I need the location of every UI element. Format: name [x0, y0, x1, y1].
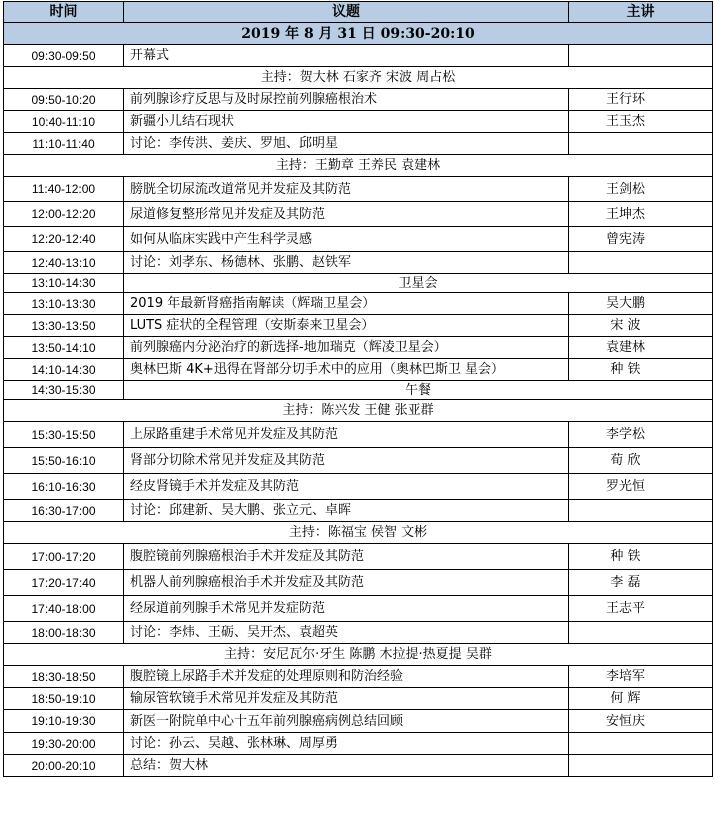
agenda-row	[4, 359, 713, 381]
agenda-row	[4, 177, 713, 202]
date-banner: 2019 年 8 月 31 日 09:30-20:10	[4, 23, 713, 45]
agenda-row	[4, 337, 713, 359]
speaker	[569, 45, 713, 67]
topic: 膀胱全切尿流改道常见并发症及其防范	[124, 177, 569, 202]
topic: 机器人前列腺癌根治手术并发症及其防范	[124, 570, 569, 596]
topic: 奥林巴斯 4K+迅得在肾部分切手术中的应用（奥林巴斯卫 星会）	[124, 359, 569, 381]
session-host-row	[4, 155, 713, 177]
topic: 新医一附院单中心十五年前列腺癌病例总结回顾	[124, 710, 569, 733]
topic: 腹腔镜上尿路手术并发症的处理原则和防治经验	[124, 666, 569, 688]
topic: 讨论：李炜、王砺、吴开杰、袁超英	[124, 622, 569, 644]
agenda-row	[4, 710, 713, 733]
time-slot: 12:20-12:40	[4, 227, 124, 252]
speaker: 何 辉	[569, 688, 713, 710]
speaker	[569, 500, 713, 522]
time-slot: 18:00-18:30	[4, 622, 124, 644]
break-row	[4, 381, 713, 400]
break-row	[4, 274, 713, 293]
topic: 尿道修复整形常见并发症及其防范	[124, 202, 569, 227]
session-host: 主持：陈福宝 侯智 文彬	[4, 522, 713, 544]
topic: 肾部分切除术常见并发症及其防范	[124, 448, 569, 474]
topic: 讨论：李传洪、姜庆、罗旭、邱明星	[124, 133, 569, 155]
agenda-row	[4, 293, 713, 315]
agenda-row	[4, 133, 713, 155]
agenda-row	[4, 666, 713, 688]
speaker: 罗光恒	[569, 474, 713, 500]
agenda-row	[4, 252, 713, 274]
speaker: 王坤杰	[569, 202, 713, 227]
time-slot: 13:10-14:30	[4, 274, 124, 293]
agenda-row	[4, 622, 713, 644]
session-host-row	[4, 522, 713, 544]
speaker: 种 铁	[569, 359, 713, 381]
time-slot: 17:00-17:20	[4, 544, 124, 570]
date-banner-row	[4, 23, 713, 45]
session-host-row	[4, 400, 713, 422]
speaker: 王行环	[569, 89, 713, 111]
agenda-row	[4, 570, 713, 596]
session-host: 主持：贺大林 石家齐 宋波 周占松	[4, 67, 713, 89]
time-slot: 11:40-12:00	[4, 177, 124, 202]
topic: LUTS 症状的全程管理（安斯泰来卫星会）	[124, 315, 569, 337]
time-slot: 18:30-18:50	[4, 666, 124, 688]
topic: 上尿路重建手术常见并发症及其防范	[124, 422, 569, 448]
time-slot: 14:30-15:30	[4, 381, 124, 400]
agenda-row	[4, 544, 713, 570]
agenda-row	[4, 315, 713, 337]
header-topic: 议题	[124, 2, 569, 23]
topic: 前列腺癌内分泌治疗的新选择-地加瑞克（辉凌卫星会）	[124, 337, 569, 359]
speaker	[569, 133, 713, 155]
speaker	[569, 755, 713, 777]
agenda-row	[4, 45, 713, 67]
agenda-row	[4, 422, 713, 448]
speaker: 王剑松	[569, 177, 713, 202]
topic: 2019 年最新肾癌指南解读（辉瑞卫星会）	[124, 293, 569, 315]
agenda-row	[4, 227, 713, 252]
time-slot: 13:30-13:50	[4, 315, 124, 337]
speaker: 安恒庆	[569, 710, 713, 733]
agenda-row	[4, 733, 713, 755]
topic: 讨论：邱建新、吴大鹏、张立元、卓晖	[124, 500, 569, 522]
agenda-table	[3, 1, 713, 777]
time-slot: 16:10-16:30	[4, 474, 124, 500]
topic: 讨论：孙云、吴越、张林琳、周厚勇	[124, 733, 569, 755]
speaker: 曾宪涛	[569, 227, 713, 252]
speaker: 王玉杰	[569, 111, 713, 133]
speaker: 王志平	[569, 596, 713, 622]
time-slot: 12:40-13:10	[4, 252, 124, 274]
session-host: 主持：王勤章 王养民 袁建林	[4, 155, 713, 177]
speaker: 李 磊	[569, 570, 713, 596]
header-time: 时间	[4, 2, 124, 23]
session-host: 主持：安尼瓦尔·牙生 陈鹏 木拉提·热夏提 吴群	[4, 644, 713, 666]
topic: 开幕式	[124, 45, 569, 67]
topic: 如何从临床实践中产生科学灵感	[124, 227, 569, 252]
speaker: 宋 波	[569, 315, 713, 337]
topic: 输尿管软镜手术常见并发症及其防范	[124, 688, 569, 710]
topic: 讨论：刘孝东、杨德林、张鹏、赵铁军	[124, 252, 569, 274]
time-slot: 15:30-15:50	[4, 422, 124, 448]
agenda-row	[4, 596, 713, 622]
topic: 经尿道前列腺手术常见并发症防范	[124, 596, 569, 622]
session-host: 主持：陈兴发 王健 张亚群	[4, 400, 713, 422]
time-slot: 17:40-18:00	[4, 596, 124, 622]
time-slot: 14:10-14:30	[4, 359, 124, 381]
time-slot: 18:50-19:10	[4, 688, 124, 710]
speaker: 李学松	[569, 422, 713, 448]
session-host-row	[4, 67, 713, 89]
time-slot: 13:10-13:30	[4, 293, 124, 315]
time-slot: 09:30-09:50	[4, 45, 124, 67]
agenda-row	[4, 500, 713, 522]
speaker: 种 铁	[569, 544, 713, 570]
topic: 经皮肾镜手术并发症及其防范	[124, 474, 569, 500]
header-speaker: 主讲	[569, 2, 713, 23]
speaker: 吴大鹏	[569, 293, 713, 315]
session-host-row	[4, 644, 713, 666]
speaker: 李培军	[569, 666, 713, 688]
topic: 前列腺诊疗反思与及时尿控前列腺癌根治术	[124, 89, 569, 111]
agenda-sheet	[3, 1, 712, 777]
time-slot: 17:20-17:40	[4, 570, 124, 596]
time-slot: 15:50-16:10	[4, 448, 124, 474]
agenda-row	[4, 111, 713, 133]
speaker	[569, 733, 713, 755]
agenda-row	[4, 755, 713, 777]
agenda-row	[4, 688, 713, 710]
speaker	[569, 252, 713, 274]
topic: 新疆小儿结石现状	[124, 111, 569, 133]
time-slot: 12:00-12:20	[4, 202, 124, 227]
speaker: 荀 欣	[569, 448, 713, 474]
agenda-row	[4, 202, 713, 227]
speaker	[569, 622, 713, 644]
time-slot: 13:50-14:10	[4, 337, 124, 359]
time-slot: 19:10-19:30	[4, 710, 124, 733]
break-label: 午餐	[124, 381, 713, 400]
agenda-row	[4, 448, 713, 474]
speaker: 袁建林	[569, 337, 713, 359]
time-slot: 10:40-11:10	[4, 111, 124, 133]
topic: 腹腔镜前列腺癌根治手术并发症及其防范	[124, 544, 569, 570]
topic: 总结：贺大林	[124, 755, 569, 777]
agenda-row	[4, 474, 713, 500]
time-slot: 11:10-11:40	[4, 133, 124, 155]
time-slot: 09:50-10:20	[4, 89, 124, 111]
header-row	[4, 2, 713, 23]
break-label: 卫星会	[124, 274, 713, 293]
time-slot: 19:30-20:00	[4, 733, 124, 755]
time-slot: 16:30-17:00	[4, 500, 124, 522]
time-slot: 20:00-20:10	[4, 755, 124, 777]
agenda-row	[4, 89, 713, 111]
